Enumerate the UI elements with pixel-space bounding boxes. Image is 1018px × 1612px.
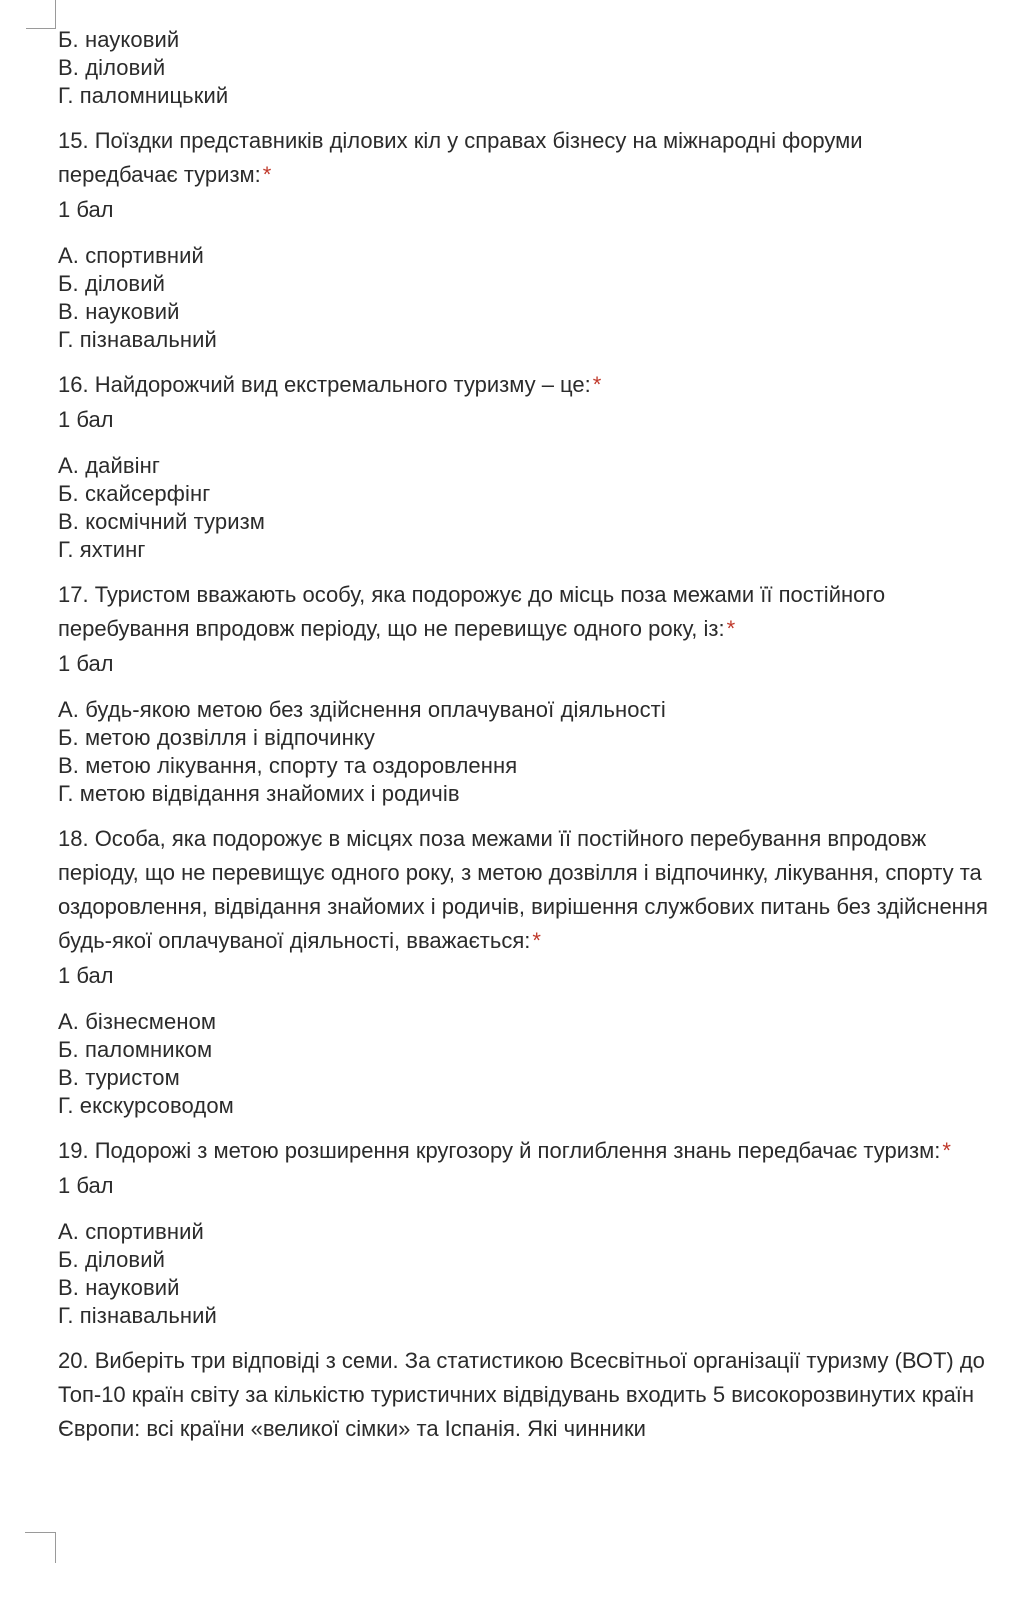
- question-options: [58, 1008, 988, 1120]
- question-text: 15. Поїздки представників ділових кіл у справах бізнесу на міжнародні форуми передбачає туризм:*: [58, 128, 863, 187]
- page-corner-bottom: [25, 1532, 56, 1563]
- option: В. метою лікування, спорту та оздоровлення: [58, 753, 518, 778]
- question-text: 18. Особа, яка подорожує в місцях поза межами її постійного перебування впродовж періоду, що не перевищує одного року, з метою дозвілля і відпочинку, лікування, спорту та оздоровлення, відвідання знайомих і родичів, вирішення службових питань без здійснення будь-якої оплачуваної діяльності, вважається:*: [58, 826, 988, 953]
- question-options: [58, 242, 988, 354]
- option: Г. яхтинг: [58, 537, 146, 562]
- option: В. науковий: [58, 299, 180, 324]
- option: А. бізнесменом: [58, 1009, 217, 1034]
- required-mark: *: [942, 1138, 951, 1163]
- option: Г. екскурсоводом: [58, 1093, 234, 1118]
- option: А. спортивний: [58, 1219, 204, 1244]
- question-20: [58, 1344, 988, 1446]
- option: Б. діловий: [58, 271, 165, 296]
- question-options: [58, 1218, 988, 1330]
- question-18: [58, 822, 988, 1120]
- question-text: 20. Виберіть три відповіді з семи. За статистикою Всесвітньої організації туризму (ВОТ) до Топ-10 країн світу за кількістю туристичних відвідувань входить 5 високорозвинутих країн Європи: всі країни «великої сімки» та Іспанія. Які чинники: [58, 1348, 985, 1441]
- option: В. науковий: [58, 1275, 180, 1300]
- required-mark: *: [592, 372, 602, 397]
- option: В. космічний туризм: [58, 509, 266, 534]
- option: В. діловий: [58, 55, 166, 80]
- question-15: [58, 124, 988, 354]
- option: Б. скайсерфінг: [58, 481, 211, 506]
- option: Б. метою дозвілля і відпочинку: [58, 725, 376, 750]
- question-points: 1 бал: [58, 651, 114, 676]
- required-mark: *: [532, 928, 541, 953]
- option: В. туристом: [58, 1065, 180, 1090]
- option: Б. науковий: [58, 27, 180, 52]
- option: Б. діловий: [58, 1247, 165, 1272]
- question-options: [58, 452, 988, 564]
- question-14-options-tail: [58, 26, 988, 110]
- option: А. будь-якою метою без здійснення оплачуваної діяльності: [58, 697, 666, 722]
- question-text: 16. Найдорожчий вид екстремального туризму – це:*: [58, 372, 602, 397]
- required-mark: *: [262, 162, 272, 187]
- question-text: 19. Подорожі з метою розширення кругозору й поглиблення знань передбачає туризм:*: [58, 1138, 951, 1163]
- question-options: [58, 696, 988, 808]
- question-points: 1 бал: [58, 197, 114, 222]
- question-19: [58, 1134, 988, 1330]
- question-points: 1 бал: [58, 407, 114, 432]
- question-17: [58, 578, 988, 808]
- option: А. спортивний: [58, 243, 204, 268]
- option: Г. паломницький: [58, 83, 229, 108]
- option: Г. пізнавальний: [58, 1303, 217, 1328]
- question-points: 1 бал: [58, 963, 114, 988]
- option: А. дайвінг: [58, 453, 161, 478]
- required-mark: *: [726, 616, 736, 641]
- option: Б. паломником: [58, 1037, 213, 1062]
- question-text: 17. Туристом вважають особу, яка подорожує до місць поза межами її постійного перебування впродовж періоду, що не перевищує одного року, із:*: [58, 582, 886, 641]
- quiz-content: [58, 26, 988, 1446]
- option: Г. пізнавальний: [58, 327, 217, 352]
- question-16: [58, 368, 988, 564]
- option: Г. метою відвідання знайомих і родичів: [58, 781, 460, 806]
- question-points: 1 бал: [58, 1173, 114, 1198]
- page-corner-top: [55, 0, 56, 28]
